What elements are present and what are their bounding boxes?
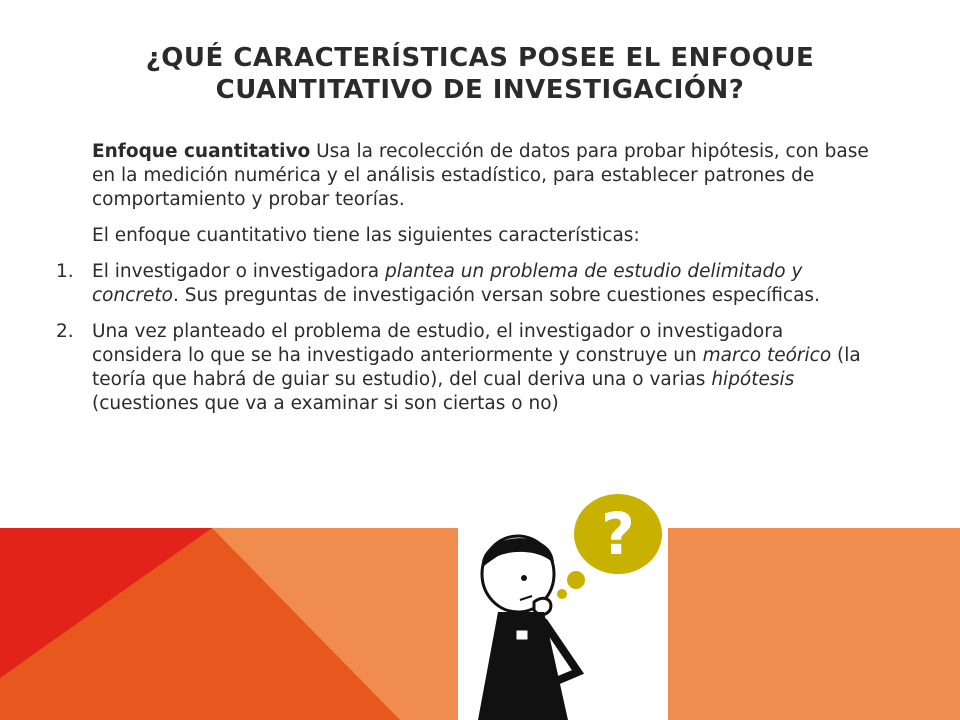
thought-dot <box>557 589 567 599</box>
person-badge <box>516 630 528 640</box>
list-item-text: . Sus preguntas de investigación versan sobre cuestiones específicas. <box>172 285 820 306</box>
list-item-text: El investigador o investigadora <box>92 261 385 282</box>
list-item-text: Una vez planteado el problema de estudio, el investigador o investigadora considera lo que se ha investigado anteriormente y construye un <box>92 321 784 366</box>
list-item-emphasis: plantea un problema de estudio delimitado y concreto <box>92 261 803 306</box>
slide-title: ¿QUÉ CARACTERÍSTICAS POSEE EL ENFOQUE CUANTITATIVO DE INVESTIGACIÓN? <box>145 43 815 105</box>
list-item-number: 2. <box>56 321 74 342</box>
thinking-person-question-mark-icon <box>458 482 668 720</box>
intro-paragraph: El enfoque cuantitativo tiene las siguientes características: <box>92 225 640 246</box>
list-item-text: (la teoría que habrá de guiar su estudio), del cual deriva una o varias <box>92 345 861 390</box>
characteristics-list <box>56 260 876 416</box>
person-eye <box>521 575 527 581</box>
definition-term: Enfoque cuantitativo <box>92 141 311 162</box>
thought-dot <box>567 571 585 589</box>
question-mark-glyph: ? <box>601 500 635 568</box>
list-item-emphasis: hipótesis <box>711 369 795 390</box>
list-item-emphasis: marco teórico <box>702 345 832 366</box>
list-item-text: (cuestiones que va a examinar si son ciertas o no) <box>92 393 559 414</box>
definition-text: Usa la recolección de datos para probar hipótesis, con base en la medición numérica y el análisis estadístico, para establecer patrones de comportamiento y probar teorías. <box>92 141 869 210</box>
list-item <box>56 260 876 308</box>
list-item <box>56 320 876 416</box>
definition-paragraph <box>92 140 876 212</box>
list-item-number: 1. <box>56 261 74 282</box>
slide-body <box>56 140 876 428</box>
person-body <box>478 612 568 720</box>
